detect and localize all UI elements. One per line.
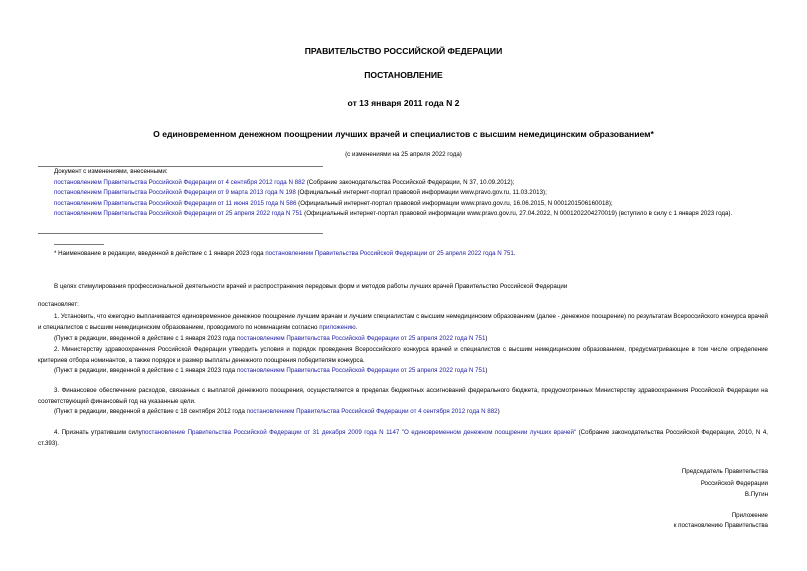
paragraph-3-note: (Пункт в редакции, введенной в действие с 18 сентября 2012 года постановлением Правительства Российской Федерации от 4 сентября 2012 года N 882) bbox=[54, 408, 500, 415]
preamble: В целях стимулирования профессиональной деятельности врачей и распространения передовых форм и методов работы лучших врачей Правительство Российской Федерации bbox=[54, 283, 568, 290]
paragraph-1-note: (Пункт в редакции, введенной в действие с 1 января 2023 года постановлением Правительства Российской Федерации от 25 апреля 2022 года N 751) bbox=[54, 335, 488, 342]
amendment-item: постановлением Правительства Российской Федерации от 25 апреля 2022 года N 751 (Официальный интернет-портал правовой информации www.pravo.gov.ru, 27.04.2022, N 0001202204270019) (вступило в силу с 1 января 2023 года). bbox=[54, 210, 733, 218]
amendment-link[interactable]: постановлением Правительства Российской Федерации от 25 апреля 2022 года N 751 bbox=[54, 210, 303, 218]
repealed-act-link[interactable]: постановление Правительства Российской Федерации от 31 декабря 2009 года N 1147 "О единовременном денежном поощрении лучших врачей" bbox=[141, 429, 577, 436]
signature-org: Российской Федерации bbox=[700, 480, 768, 487]
note-link[interactable]: постановлением Правительства Российской Федерации от 4 сентября 2012 года N 882 bbox=[246, 408, 498, 415]
amendment-item: постановлением Правительства Российской Федерации от 9 марта 2013 года N 198 (Официальный интернет-портал правовой информации www.pravo.gov.ru, 11.03.2013); bbox=[54, 189, 547, 197]
amendment-link[interactable]: постановлением Правительства Российской Федерации от 4 сентября 2012 года N 882 bbox=[54, 178, 305, 186]
paragraph-2: 2. Министерству здравоохранения Российской Федерации утвердить условия и порядок проведения Всероссийского конкурса врачей и специалистов с высшим немедицинским образованием, предусматривающие в том числе определение критериев отбора номинантов, а также порядок и размер выплаты денежного поощрения победителям конкурса. bbox=[38, 346, 768, 364]
paragraph-4: 4. Признать утратившим силупостановление Правительства Российской Федерации от 31 декабря 2009 года N 1147 "О единовременном денежном поощрении лучших врачей" (Собрание законодательства Российской Федерации, 2010, N 4, ст.393). bbox=[38, 429, 768, 447]
amendment-link[interactable]: постановлением Правительства Российской Федерации от 9 марта 2013 года N 198 bbox=[54, 189, 296, 197]
note-link[interactable]: постановлением Правительства Российской Федерации от 25 апреля 2022 года N 751 bbox=[236, 367, 486, 374]
amendments-intro: Документ с изменениями, внесенными: bbox=[54, 168, 168, 175]
paragraph-2-note: (Пункт в редакции, введенной в действие с 1 января 2023 года постановлением Правительства Российской Федерации от 25 апреля 2022 года N 751) bbox=[54, 367, 488, 374]
amendment-item: постановлением Правительства Российской Федерации от 4 сентября 2012 года N 882 (Собрание законодательства Российской Федерации, N 37, 10.09.2012); bbox=[54, 178, 515, 186]
appendix-link[interactable]: приложению bbox=[319, 323, 356, 331]
document-title: О единовременном денежном поощрении лучших врачей и специалистов с высшим немедицинским образованием* bbox=[153, 129, 654, 139]
divider-bottom bbox=[38, 233, 323, 234]
appendix-label: Приложение bbox=[731, 512, 768, 519]
paragraph-1: 1. Установить, что ежегодно выплачивается единовременное денежное поощрение лучшим врачам и лучшим специалистам с высшим немедицинским образованием (далее - денежное поощрение) по результатам Всероссийского конкурса врачей и специалистов с высшим немедицинским образованием, проводимого по номинациям согласно приложению. bbox=[38, 313, 768, 331]
document-type: ПОСТАНОВЛЕНИЕ bbox=[364, 70, 443, 80]
paragraph-3: 3. Финансовое обеспечение расходов, связанных с выплатой денежного поощрения, осуществляется в пределах бюджетных ассигнований федерального бюджета, предусмотренных Министерству здравоохранения Российской Федерации на соответствующий финансовый год на указанные цели. bbox=[38, 387, 768, 405]
footnote: * Наименование в редакции, введенной в действие с 1 января 2023 года постановлением Правительства Российской Федерации от 25 апреля 2022 года N 751. bbox=[54, 250, 516, 257]
amendment-link[interactable]: постановлением Правительства Российской Федерации от 11 июня 2015 года N 586 bbox=[54, 199, 297, 207]
note-link[interactable]: постановлением Правительства Российской Федерации от 25 апреля 2022 года N 751 bbox=[236, 335, 486, 342]
revision-note: (с изменениями на 25 апреля 2022 года) bbox=[345, 151, 462, 158]
amendments-block bbox=[38, 167, 768, 220]
government-name: ПРАВИТЕЛЬСТВО РОССИЙСКОЙ ФЕДЕРАЦИИ bbox=[304, 46, 503, 56]
footnote-divider bbox=[54, 244, 104, 245]
amendment-item: постановлением Правительства Российской Федерации от 11 июня 2015 года N 586 (Официальный интернет-портал правовой информации www.pravo.gov.ru, 16.06.2015, N 0001201506160018); bbox=[54, 199, 613, 207]
signature-title: Председатель Правительства bbox=[681, 468, 768, 475]
decree-word: постановляет: bbox=[38, 301, 79, 308]
signature-name: В.Путин bbox=[744, 491, 768, 498]
appendix-ref: к постановлению Правительства bbox=[673, 522, 768, 529]
document-date-number: от 13 января 2011 года N 2 bbox=[347, 98, 460, 108]
footnote-link[interactable]: постановлением Правительства Российской Федерации от 25 апреля 2022 года N 751 bbox=[265, 250, 514, 257]
